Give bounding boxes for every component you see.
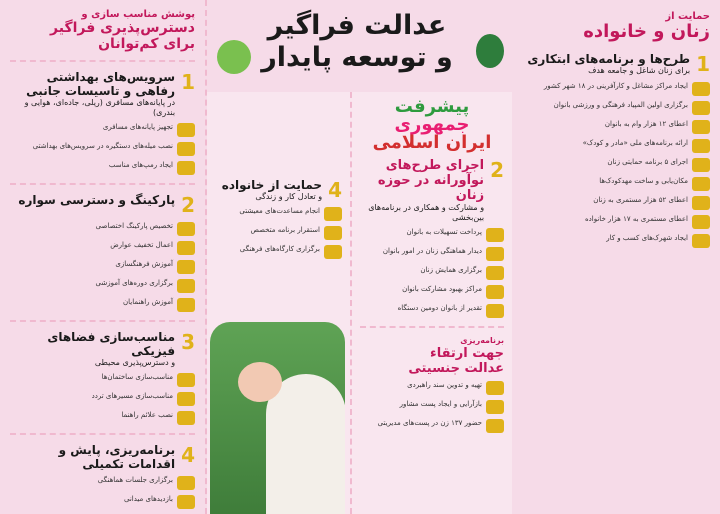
right-item-8: اعطای مستمری به ۱۷ هزار خانواده <box>522 215 710 229</box>
mid-a-s3-item-2: بازآرایی و ایجاد پست مشاور <box>360 400 504 414</box>
bullet-icon <box>177 279 195 293</box>
left-header-bottom: برای کم‌توانان <box>98 36 195 52</box>
bullet-icon <box>177 222 195 236</box>
left-s1-item-1: تجهیز پایانه‌های مسافری <box>10 123 195 137</box>
left-header-top: پوشش مناسب سازی و <box>81 9 195 20</box>
right-item-7: اعطای ۵۲ هزار مستمری به زنان <box>522 196 710 210</box>
left-s3-sub: و دسترس‌پذیری محیطی <box>94 358 176 367</box>
bullet-icon <box>486 266 504 280</box>
mid-a-item-2: دیدار هماهنگی زنان در امور بانوان <box>360 247 504 261</box>
right-item-1: ایجاد مراکز مشاغل و کارآفرینی در ۱۸ شهر کشور <box>522 82 710 96</box>
left-s3-item-2: مناسب‌سازی مسیرهای تردد <box>10 392 195 406</box>
left-s1-number: 1 <box>181 70 195 94</box>
mid-b-item-1: انجام مساعدت‌های معیشتی <box>213 207 342 221</box>
mid-a-item-4: مراکز بهبود مشارکت بانوان <box>360 285 504 299</box>
bullet-icon <box>177 241 195 255</box>
poster-title: عدالت فراگیر و توسعه پایدار <box>261 10 453 73</box>
bullet-icon <box>692 120 710 134</box>
right-column <box>510 0 720 514</box>
right-section1-subtitle: برای زنان شاغل و جامعه هدف <box>588 66 691 75</box>
bullet-icon <box>692 234 710 248</box>
right-item-2: برگزاری اولین المپیاد فرهنگی و ورزشی بانوان <box>522 101 710 115</box>
left-s1-item-3: ایجاد رمپ‌های مناسب <box>10 161 195 175</box>
right-item-4: ارائه برنامه‌های ملی «مادر و کودک» <box>522 139 710 153</box>
bullet-icon <box>692 215 710 229</box>
title-area <box>205 0 512 92</box>
bullet-icon <box>177 260 195 274</box>
middle-main <box>205 92 512 514</box>
bullet-icon <box>486 419 504 433</box>
right-header-top: حمایت از <box>665 11 710 22</box>
middle-right-panel <box>350 92 512 514</box>
right-item-9: ایجاد شهرک‌های کسب و کار <box>522 234 710 248</box>
bullet-icon <box>486 400 504 414</box>
left-s2-item-5: آموزش راهنمایان <box>10 298 195 312</box>
mid-a-item-1: پرداخت تسهیلات به بانوان <box>360 228 504 242</box>
mid-a-section3-title-2: عدالت جنسیتی <box>408 361 504 376</box>
bullet-icon <box>177 373 195 387</box>
mid-b-item-2: استقرار برنامه متخصص <box>213 226 342 240</box>
baby-figure <box>238 362 282 402</box>
bullet-icon <box>692 101 710 115</box>
left-s4-item-1: برگزاری جلسات هماهنگی <box>10 476 195 490</box>
right-section1-title: طرح‌ها و برنامه‌های ابتکاری <box>527 52 691 66</box>
bullet-icon <box>324 245 342 259</box>
mid-a-s3-item-1: تهیه و تدوین سند راهبردی <box>360 381 504 395</box>
bullet-icon <box>692 196 710 210</box>
mid-b-section-number: 4 <box>328 178 342 202</box>
mid-a-section-number: 2 <box>490 158 504 182</box>
right-item-5: اجرای ۵ برنامه حمایتی زنان <box>522 158 710 172</box>
left-s2-item-2: اعمال تخفیف عوارض <box>10 241 195 255</box>
left-s2-item-1: تخصیص پارکینگ اختصاصی <box>10 222 195 236</box>
mid-a-item-5: تقدیر از بانوان دومین دستگاه <box>360 304 504 318</box>
mid-a-subtitle: و مشارکت و همکاری در برنامه‌های بین‌بخشی <box>368 203 485 222</box>
mid-a-item-3: برگزاری همایش زنان <box>360 266 504 280</box>
mother-child-photo <box>210 322 345 514</box>
middle-left-panel <box>205 92 350 514</box>
left-s4-title: برنامه‌ریزی، پایش و اقدامات تکمیلی <box>58 443 176 471</box>
bullet-icon <box>324 207 342 221</box>
logo-icon <box>217 40 251 74</box>
bullet-icon <box>692 158 710 172</box>
left-column <box>0 0 207 514</box>
bullet-icon <box>177 495 195 509</box>
bullet-icon <box>486 228 504 242</box>
left-s2-item-3: آموزش فرهنگسازی <box>10 260 195 274</box>
bullet-icon <box>692 139 710 153</box>
bullet-icon <box>486 285 504 299</box>
left-s1-item-2: نصب میله‌های دستگیره در سرویس‌های بهداشتی <box>10 142 195 156</box>
mid-a-title-2: نوآورانه در حوزه زنان <box>377 173 485 203</box>
left-s3-item-1: مناسب‌سازی ساختمان‌ها <box>10 373 195 387</box>
bullet-icon <box>692 177 710 191</box>
left-s4-item-2: بازدیدهای میدانی <box>10 495 195 509</box>
mother-figure <box>266 374 345 514</box>
left-s4-number: 4 <box>181 443 195 467</box>
bullet-icon <box>486 247 504 261</box>
right-item-3: اعطای ۱۲ هزار وام به بانوان <box>522 120 710 134</box>
left-s3-item-3: نصب علائم راهنما <box>10 411 195 425</box>
mid-a-s3-item-3: حضور ۱۳۷ زن در پست‌های مدیریتی <box>360 419 504 433</box>
left-header-mid: دسترس‌پذیری فراگیر <box>50 20 195 36</box>
left-s2-title: پارکینگ و دسترسی سواره <box>18 193 176 207</box>
bullet-icon <box>177 123 195 137</box>
mid-a-title-1: اجرای طرح‌های <box>385 158 485 173</box>
left-s1-title: سرویس‌های بهداشتی رفاهی و تاسیسات جانبی <box>26 70 176 98</box>
bullet-icon <box>177 476 195 490</box>
bullet-icon <box>177 411 195 425</box>
mid-a-section3-pre: برنامه‌ریزی <box>460 336 504 345</box>
mid-b-title-2: و تعادل کار و زندگی <box>255 192 323 201</box>
right-section1-number: 1 <box>696 52 710 76</box>
emblem-icon <box>476 34 504 68</box>
left-s2-number: 2 <box>181 193 195 217</box>
bullet-icon <box>177 392 195 406</box>
bullet-icon <box>692 82 710 96</box>
left-s1-sub: در پایانه‌های مسافری (ریلی، جاده‌ای، هوایی و بندری) <box>24 98 176 117</box>
middle-column <box>205 0 512 514</box>
bullet-icon <box>177 298 195 312</box>
left-s2-item-4: برگزاری دوره‌های آموزشی <box>10 279 195 293</box>
bullet-icon <box>177 142 195 156</box>
bullet-icon <box>486 304 504 318</box>
right-item-6: مکان‌یابی و ساخت مهدکودک‌ها <box>522 177 710 191</box>
left-s3-title: مناسب‌سازی فضاهای فیزیکی <box>47 330 176 358</box>
bullet-icon <box>486 381 504 395</box>
bullet-icon <box>177 161 195 175</box>
bullet-icon <box>324 226 342 240</box>
left-s3-number: 3 <box>181 330 195 354</box>
progress-mark: پیشرفت جمهوری ایران اسلامی <box>372 96 492 153</box>
mid-a-section3-title-1: جهت ارتقاء <box>430 346 504 361</box>
mid-b-title-1: حمایت از خانواده <box>221 178 323 192</box>
right-header: زنان و خانواده <box>583 21 710 42</box>
mid-b-item-3: برگزاری کارگاه‌های فرهنگی <box>213 245 342 259</box>
